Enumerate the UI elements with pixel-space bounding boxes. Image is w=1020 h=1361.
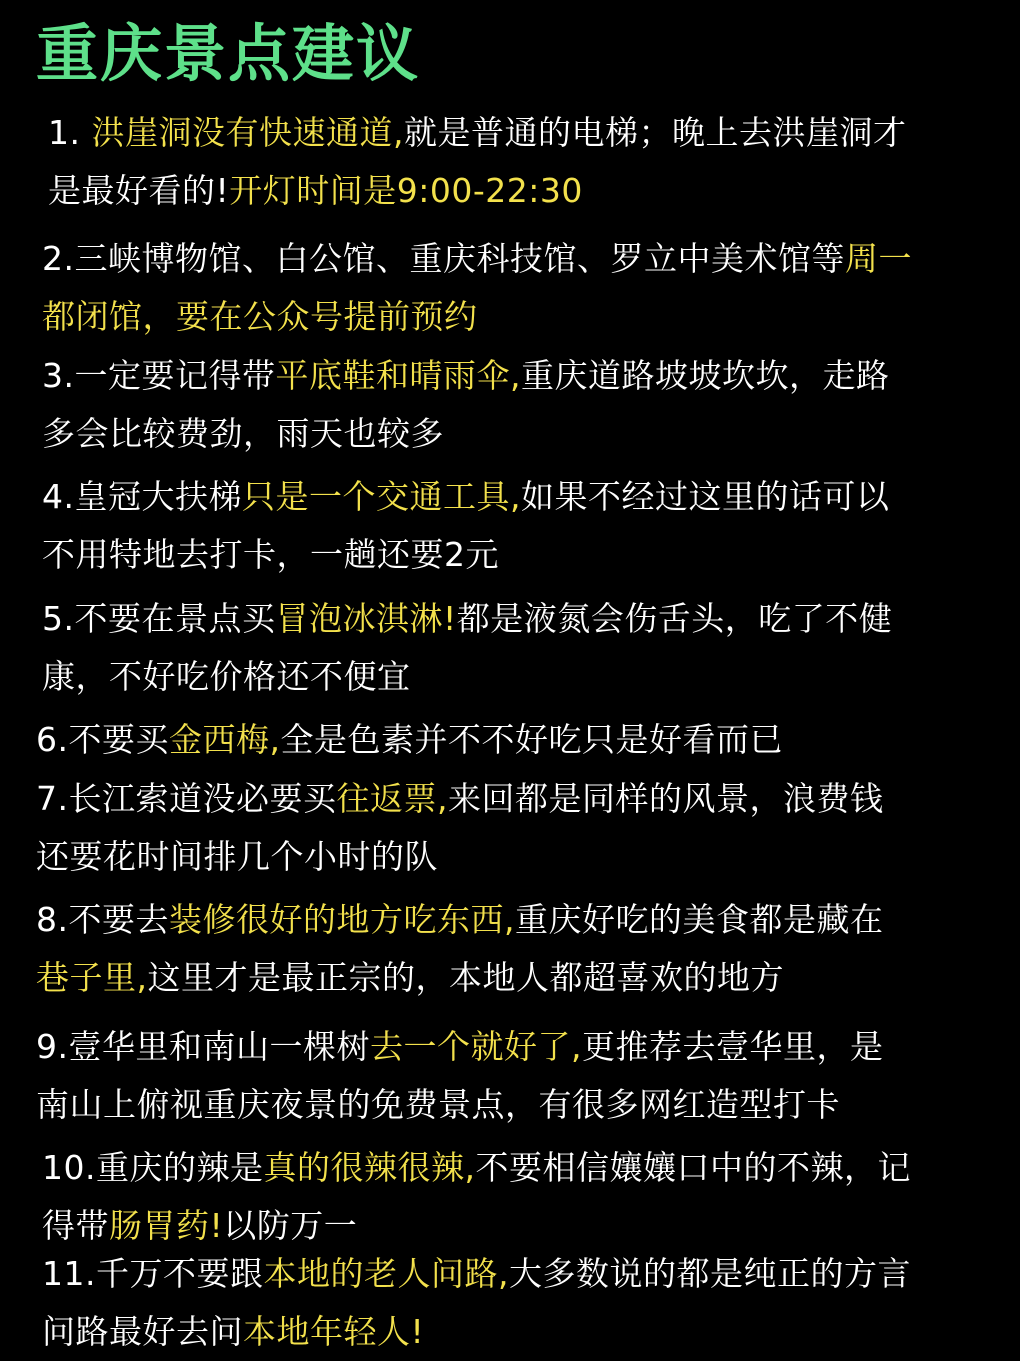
body-text: 康，不好吃价格还不便宜 (42, 657, 411, 696)
tip-6 (36, 711, 783, 769)
tip-line (42, 1303, 911, 1361)
tip-line (36, 711, 783, 769)
tip-7 (36, 770, 884, 886)
tip-line (36, 1076, 884, 1134)
highlight-text: 装修很好的地方吃东西, (169, 900, 515, 939)
tip-line (42, 526, 890, 584)
tip-line (42, 230, 912, 288)
tip-line (36, 1018, 884, 1076)
highlight-text: 洪崖洞没有快速通道, (91, 113, 404, 152)
page-title: 重庆景点建议 (36, 17, 421, 90)
body-text: 如果不经过这里的话可以 (521, 477, 890, 516)
body-text: 就是普通的电梯；晚上去洪崖洞才 (403, 113, 907, 152)
tip-2 (42, 230, 912, 346)
tip-line (42, 405, 890, 463)
tip-line (42, 1245, 911, 1303)
body-text: 以防万一 (223, 1206, 358, 1245)
tip-line (36, 949, 884, 1007)
body-text: 10.重庆的辣是 (42, 1148, 264, 1187)
highlight-text: 巷子里, (36, 958, 148, 997)
tip-4 (42, 468, 890, 584)
highlight-text: 本地的老人问路, (263, 1254, 509, 1293)
highlight-text: 往返票, (336, 779, 448, 818)
body-text: 大多数说的都是纯正的方言 (508, 1254, 911, 1293)
highlight-text: 本地年轻人! (243, 1312, 425, 1351)
body-text: 多会比较费劲，雨天也较多 (42, 414, 444, 453)
body-text: 全是色素并不不好吃只是好看而已 (280, 720, 783, 759)
body-text: 这里才是最正宗的，本地人都超喜欢的地方 (147, 958, 784, 997)
body-text: 11.千万不要跟 (42, 1254, 264, 1293)
body-text: 还要花时间排几个小时的队 (36, 837, 438, 876)
body-text: 来回都是同样的风景，浪费钱 (448, 779, 884, 818)
tip-line (42, 468, 890, 526)
highlight-text: 冒泡冰淇淋! (275, 599, 457, 638)
body-text: 都是液氮会伤舌头，吃了不健 (456, 599, 893, 638)
body-text: 不用特地去打卡，一趟还要2元 (42, 535, 499, 574)
body-text: 9.壹华里和南山一棵树 (36, 1027, 370, 1066)
body-text: 1. (48, 113, 92, 152)
highlight-text: 都闭馆，要在公众号提前预约 (42, 297, 478, 336)
highlight-text: 金西梅, (169, 720, 281, 759)
body-text: 5.不要在景点买 (42, 599, 276, 638)
body-text: 更推荐去壹华里，是 (582, 1027, 884, 1066)
tip-line (42, 648, 892, 706)
body-text: 得带 (42, 1206, 109, 1245)
tip-1 (48, 104, 906, 220)
body-text: 南山上俯视重庆夜景的免费景点，有很多网红造型打卡 (36, 1085, 840, 1124)
tip-line (42, 590, 892, 648)
tip-line (36, 770, 884, 828)
body-text: 是最好看的! (48, 171, 230, 210)
tip-3 (42, 347, 890, 463)
tip-line (48, 104, 906, 162)
body-text: 2.三峡博物馆、白公馆、重庆科技馆、罗立中美术馆等 (42, 239, 845, 278)
body-text: 重庆好吃的美食都是藏在 (515, 900, 884, 939)
tip-5 (42, 590, 892, 706)
body-text: 6.不要买 (36, 720, 169, 759)
tip-line (48, 162, 906, 220)
body-text: 重庆道路坡坡坎坎，走路 (521, 356, 890, 395)
highlight-text: 周一 (845, 239, 912, 278)
highlight-text: 平底鞋和晴雨伞, (275, 356, 521, 395)
highlight-text: 开灯时间是9:00-22:30 (229, 171, 583, 210)
tip-9 (36, 1018, 884, 1134)
tip-line (42, 347, 890, 405)
body-text: 3.一定要记得带 (42, 356, 276, 395)
tip-11 (42, 1245, 911, 1361)
highlight-text: 只是一个交通工具, (242, 477, 521, 516)
body-text: 问路最好去问 (42, 1312, 243, 1351)
tip-line (36, 891, 884, 949)
body-text: 8.不要去 (36, 900, 169, 939)
highlight-text: 肠胃药! (109, 1206, 224, 1245)
tip-line (36, 828, 884, 886)
tip-line (42, 288, 912, 346)
highlight-text: 去一个就好了, (370, 1027, 582, 1066)
highlight-text: 真的很辣很辣, (263, 1148, 476, 1187)
tip-8 (36, 891, 884, 1007)
body-text: 不要相信孃孃口中的不辣，记 (475, 1148, 911, 1187)
tip-line (42, 1139, 911, 1197)
tip-10 (42, 1139, 911, 1255)
body-text: 4.皇冠大扶梯 (42, 477, 242, 516)
body-text: 7.长江索道没必要买 (36, 779, 337, 818)
